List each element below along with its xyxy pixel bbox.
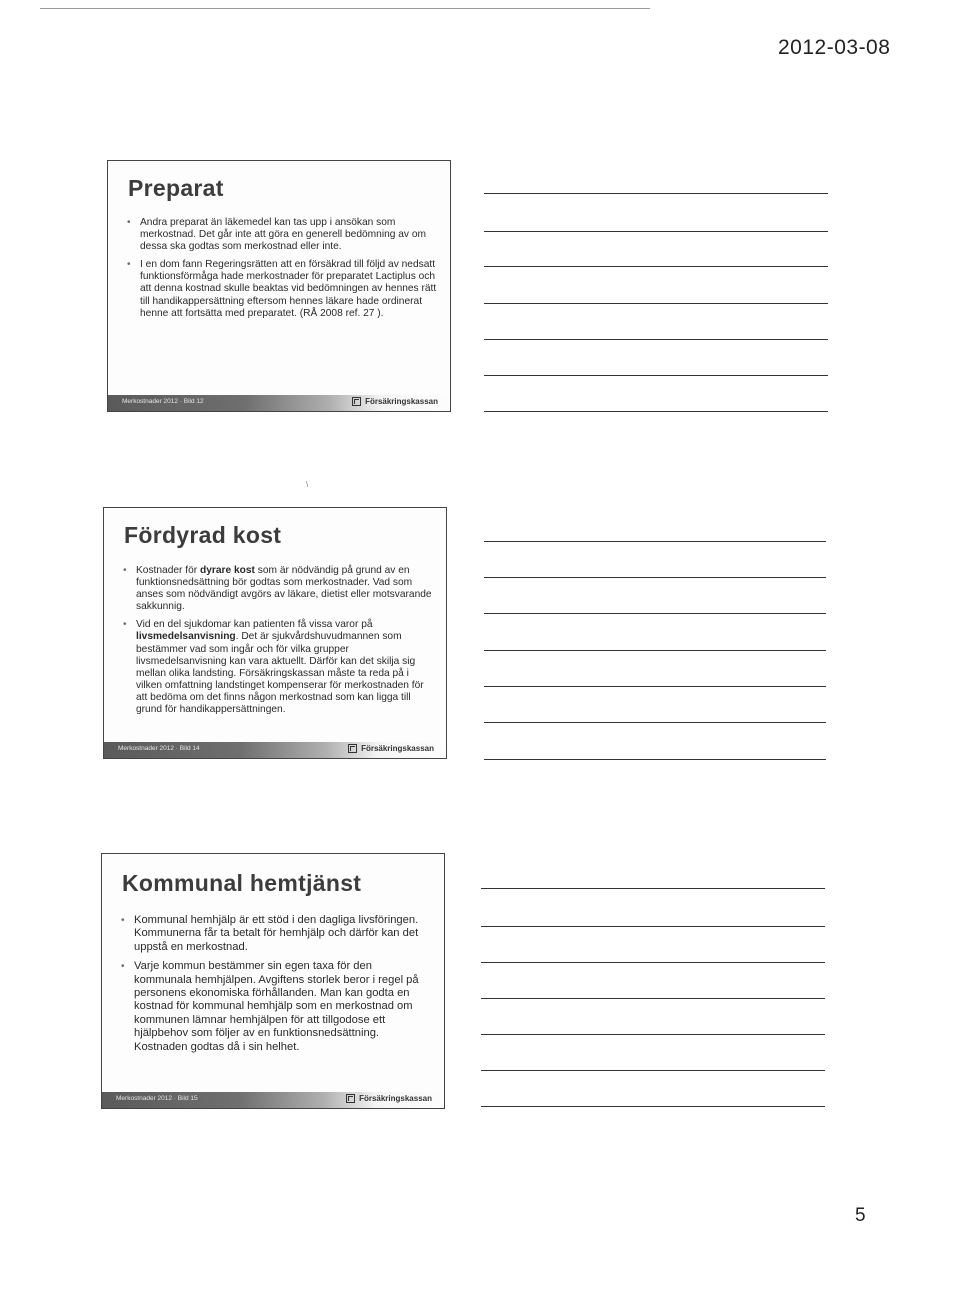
bullet-item xyxy=(122,619,434,716)
note-line xyxy=(484,759,826,760)
note-line xyxy=(484,375,828,376)
note-line xyxy=(484,577,826,578)
note-line xyxy=(484,339,828,340)
note-line xyxy=(481,998,825,999)
logo-text: Försäkringskassan xyxy=(365,397,438,406)
note-line xyxy=(484,193,828,194)
forsakringskassan-logo xyxy=(348,744,434,753)
slide-title: Kommunal hemtjänst xyxy=(122,870,362,896)
bullet-icon: • xyxy=(123,565,127,576)
note-line xyxy=(484,650,826,651)
bullet-text: Andra preparat än läkemedel kan tas upp i ansökan som merkostnad. Det går inte att göra en generell bedömning av om dessa ska godtas som merkostnad eller inte. xyxy=(140,217,426,253)
logo-icon xyxy=(346,1094,355,1103)
bullet-item xyxy=(122,565,434,613)
bullet-text: Varje kommun bestämmer sin egen taxa för den kommunala hemhjälpen. Avgiftens storlek beror i regel på personens ekonomiska förhållanden. Man kan godta en kostnad för kommunal hemhjälp som en merkostnad om kommunen lämnar hemhjälpen för att tillgodose ett hjälpbehov som följer av en funktionsnedsättning. Kostnaden godtas då i sin helhet. xyxy=(134,960,419,1053)
forsakringskassan-logo xyxy=(352,397,438,406)
bullet-text-post: . Det är sjukvårdshuvudmannen som bestämmer vad som ingår och för vilka grupper livsmedelsanvisning kan vara aktuellt. Därför kan det skilja sig mellan olika landsting. Försäkringskassan måste ta reda på i vilken omfattning landstinget kompenserar för merkostnaden för att bedöma om det finns någon merkostnad som kan ligga till grund för handikappersättningen. xyxy=(136,631,424,716)
slide-kommunal-hemtjanst xyxy=(101,853,445,1109)
slide-preparat xyxy=(107,160,451,412)
slide-footer-text: Merkostnader 2012 · Bild 15 xyxy=(116,1095,198,1102)
bullet-text-pre: Kostnader för xyxy=(136,565,200,576)
bullet-text: I en dom fann Regeringsrätten att en försäkrad till följd av nedsatt funktionsförmåga hade merkostnader för preparatet Lactiplus och att denna kostnad skulle beaktas vid bedömningen av hennes rätt till handikappersättning eftersom hennes läkare hade ordinerat henne att fortsätta med preparatet. (RÅ 2008 ref. 27 ). xyxy=(140,259,437,319)
logo-icon xyxy=(352,397,361,406)
bullet-item xyxy=(120,960,432,1054)
note-line xyxy=(484,266,828,267)
note-line xyxy=(481,1034,825,1035)
slide-title: Preparat xyxy=(128,175,224,201)
note-line xyxy=(484,613,826,614)
bullet-item xyxy=(126,217,438,253)
bullet-icon: • xyxy=(121,961,125,973)
note-line xyxy=(484,303,828,304)
bullet-icon: • xyxy=(127,259,131,271)
note-line xyxy=(484,686,826,687)
print-date: 2012-03-08 xyxy=(778,36,891,59)
bullet-item xyxy=(126,259,438,319)
slide-footer-bar xyxy=(104,742,446,758)
note-line xyxy=(484,541,826,542)
slide-footer-text: Merkostnader 2012 · Bild 12 xyxy=(122,398,204,405)
slide-footer-text: Merkostnader 2012 · Bild 14 xyxy=(118,745,200,752)
note-line xyxy=(481,888,825,889)
scan-mark: \ xyxy=(306,480,309,489)
slide-fordyrad-kost xyxy=(103,507,447,759)
slide-body xyxy=(126,217,438,326)
slide-body xyxy=(120,914,432,1060)
logo-text: Försäkringskassan xyxy=(361,744,434,753)
bullet-text: Kommunal hemhjälp är ett stöd i den dagliga livsföringen. Kommunerna får ta betalt för hemhjälp och därför kan det uppstå en merkostnad. xyxy=(134,914,419,953)
forsakringskassan-logo xyxy=(346,1094,432,1103)
slide-title: Fördyrad kost xyxy=(124,522,282,548)
slide-footer-bar xyxy=(108,395,450,411)
bullet-text-post: som är nödvändig på grund av en funktionsnedsättning bör godtas som merkostnader. Vad som anses som nödvändigt avgörs av läkare, dietist eller motsvarande sakkunnig. xyxy=(136,565,432,613)
slide-body xyxy=(122,565,434,722)
logo-text: Försäkringskassan xyxy=(359,1094,432,1103)
bullet-item xyxy=(120,914,432,954)
note-line xyxy=(481,962,825,963)
bullet-text-bold: dyrare kost xyxy=(200,565,255,576)
slide-footer-bar xyxy=(102,1092,444,1108)
page-number: 5 xyxy=(855,1205,866,1226)
scan-edge-line xyxy=(40,8,650,9)
bullet-text-bold: livsmedelsanvisning xyxy=(136,631,236,643)
bullet-icon: • xyxy=(121,915,125,926)
bullet-icon: • xyxy=(123,619,127,631)
note-line xyxy=(481,926,825,927)
note-line xyxy=(484,231,828,232)
note-line xyxy=(484,411,828,412)
bullet-text-pre: Vid en del sjukdomar kan patienten få vissa varor på xyxy=(136,619,373,631)
note-line xyxy=(484,722,826,723)
note-line xyxy=(481,1070,825,1071)
logo-icon xyxy=(348,744,357,753)
bullet-icon: • xyxy=(127,217,131,228)
note-line xyxy=(481,1106,825,1107)
